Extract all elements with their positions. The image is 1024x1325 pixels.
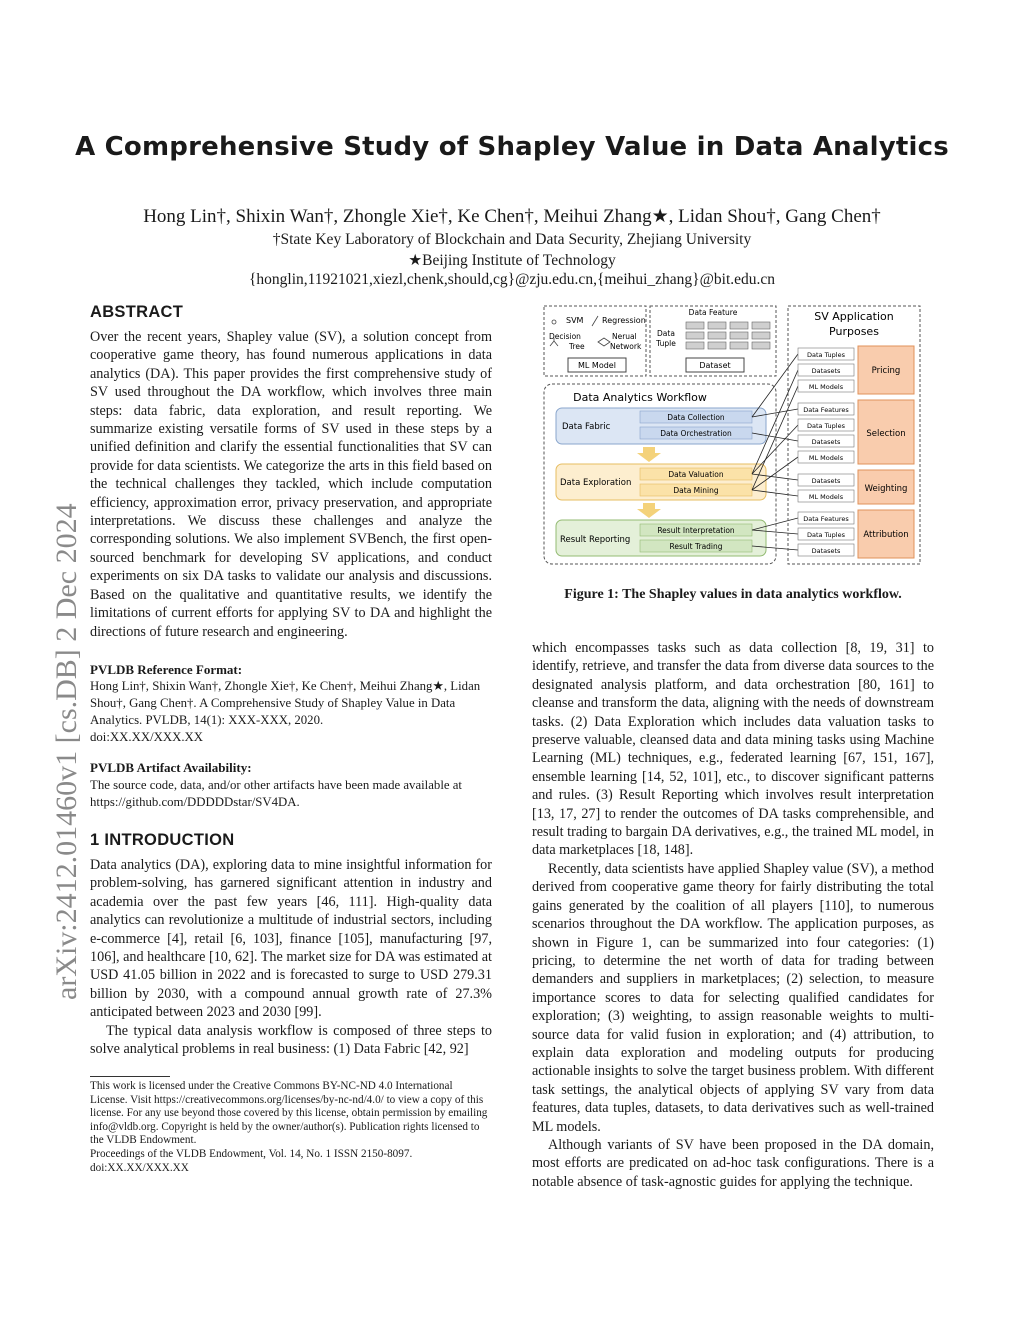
intro-paragraph-2: The typical data analysis workflow is composed of three steps to solve analytical problems in real business: (1) Data Fabric [42, 92] (90, 1022, 492, 1058)
artifact-text: The source code, data, and/or other artifacts have been made available at https://github.com/DDDDDstar/SV4DA. (90, 778, 462, 809)
data-feature-label: Data Feature (688, 308, 738, 317)
selection-object-label: Data Features (803, 406, 849, 414)
task-result-trading-label: Result Trading (669, 542, 723, 551)
intro-text (90, 856, 492, 1058)
weighting-object-label: ML Models (808, 493, 844, 501)
right-paragraph-2: Recently, data scientists have applied Shapley value (SV), a method derived from cooperative game theory for fairly distributing the total gains generated by the coalition of all players [110], to numerous scenarios throughout the DA workflow. The application purposes, as shown in Figure 1, can be summarized into four categories: (1) pricing, to determine the net worth of data for trading between demanders and suppliers in marketplaces; (2) selection, to measure importance scores to data for selecting qualified candidates for exploration; (3) weighting, to assign reasonable weights to multi-source data for valid fusion in exploration; and (4) attribution, to explain data exploration and modeling outputs for producing actionable insights to solve the target business problem. With different task settings, the analytical objects of applying SV vary from data features, data tuples, datasets, to data derivatives such as well-trained ML models. (532, 860, 934, 1135)
purpose-attribution-label: Attribution (863, 530, 909, 540)
pricing-object-label: Datasets (811, 367, 841, 375)
neural-network-label-1: Nerual (612, 332, 637, 341)
pricing-object-label: Data Tuples (806, 351, 846, 359)
intro-heading: 1 INTRODUCTION (90, 831, 235, 849)
dataset-label: Dataset (699, 361, 731, 370)
intro-paragraph-1: Data analytics (DA), exploring data to mine insightful information for problem-solving, has garnered significant attention in industry and academia over the past few years [46, 111]. High-quality data analytics can revolutionize a multitude of industrial sectors, including e-commerce [4], retail [6, 103], finance [105], manufacturing [97, 106], and healthcare [10, 62]. The market size for DA was estimated at USD 41.05 billion in 2022 and is forecasted to surge to USD 279.31 billion by 2030, with a compound annual growth rate of 27.3% anticipated between 2023 and 2030 [99]. (90, 857, 492, 1021)
right-column-text (532, 639, 934, 1191)
workflow-title: Data Analytics Workflow (573, 391, 707, 404)
affiliation-1: †State Key Laboratory of Blockchain and Data Security, Zhejiang University (272, 231, 752, 248)
reference-format-text: Hong Lin†, Shixin Wan†, Zhongle Xie†, Ke Chen†, Meihui Zhang★, Lidan Shou†, Gang Chen†. A Comprehensive Study of Shapley Value in Data Analytics. PVLDB, 14(1): XXX-XXX, 2020. (90, 679, 481, 727)
decision-tree-label-2: Tree (569, 342, 585, 351)
flow-arrow-1 (637, 447, 661, 462)
regression-icon (592, 316, 598, 326)
svm-icon (552, 320, 556, 324)
step-data-fabric-label: Data Fabric (562, 422, 611, 432)
license-note: This work is licensed under the Creative Commons BY-NC-ND 4.0 International License. Visit https://creativecommons.org/licenses/by-nc-nd/4.0/ to view a copy of this license. For any use beyond those covered by this license, obtain permission by emailing info@vldb.org. Copyright is held by the owner/author(s). Publication rights licensed to the VLDB Endowment. (90, 1080, 488, 1147)
task-result-interpretation-label: Result Interpretation (657, 526, 735, 535)
decision-tree-label-1: Decision (549, 332, 581, 341)
network-icon (598, 338, 610, 346)
right-paragraph-3: Although variants of SV have been proposed in the DA domain, most efforts are predicated on ad-hoc task configurations. There is a notable absence of task-agnostic guides for applying the technique. (532, 1136, 934, 1190)
right-paragraph-1: which encompasses tasks such as data collection [8, 19, 31] to identify, retrieve, and transfer the data from diverse data sources to the designated analysis platform, and data orchestration [80, 161] to cleanse and transform the data, aligning with the needs of downstream tasks. (2) Data Exploration which includes data valuation tasks to preserve valuable, cleansed data and data mining tasks using Machine Learning (ML) techniques, e.g., federated learning [67, 151, 167], ensemble learning [14, 52, 101], etc., to discover significant patterns and rules. (3) Result Reporting which involves result interpretation [13, 17, 27] to render the outcomes of DA tasks comprehensible, and result trading to bargain DA derivatives, e.g., the trained ML model, in data marketplaces [18, 148]. (532, 640, 934, 859)
attribution-object-label: Datasets (811, 547, 841, 555)
neural-network-label-2: Network (610, 342, 642, 351)
artifact-heading: PVLDB Artifact Availability: (90, 760, 252, 775)
svm-label: SVM (566, 316, 584, 325)
arxiv-id: arXiv:2412.01460v1 [cs.DB] 2 Dec 2024 (50, 503, 83, 1000)
footnote (90, 1080, 492, 1175)
selection-object-label: Data Tuples (806, 422, 846, 430)
attribution-object-label: Data Features (803, 515, 849, 523)
weighting-object-label: Datasets (811, 477, 841, 485)
task-data-collection-label: Data Collection (667, 413, 725, 422)
affiliation-2: ★Beijing Institute of Technology (408, 252, 616, 269)
purpose-weighting-label: Weighting (864, 484, 908, 494)
flow-arrow-2 (637, 503, 661, 518)
selection-object-label: ML Models (808, 454, 844, 462)
arxiv-sidebar (50, 503, 90, 1040)
reference-format (90, 678, 492, 746)
selection-object-label: Datasets (811, 438, 841, 446)
step-result-reporting-label: Result Reporting (560, 535, 631, 545)
abstract-text (90, 328, 492, 641)
purpose-selection-label: Selection (866, 429, 906, 439)
regression-label: Regression (602, 316, 646, 325)
data-grid-icon (686, 322, 770, 349)
data-tuple-label-1: Data (657, 329, 675, 338)
author-emails: {honglin,11921021,xiezl,chenk,should,cg}@zju.edu.cn,{meihui_zhang}@bit.edu.cn (248, 271, 776, 288)
purposes-title-1: SV Application (814, 310, 894, 323)
abstract-paragraph: Over the recent years, Shapley value (SV), a solution concept from cooperative game theory, has found numerous applications in data analytics (DA). This paper provides the first comprehensive study of SV used throughout the DA workflow, which involves three main steps: data fabric, data exploration, and result reporting. We summarize existing versatile forms of SV used in these steps by a unified definition and clarify the essential functionalities that SV can provide for data scientists. We categorize the arts in this field based on the technical challenges they tackled, which include computation efficiency, approximation error, privacy preservation, and appropriate interpretations. We discuss these challenges and analyze the corresponding solutions. We also implement SVBench, the first open-sourced benchmark for developing SV applications, and conduct experiments on six DA tasks to validate our analysis and discussions. Based on the qualitative and quantitative results, we identify the limitations of current efforts for applying SV to DA and highlight the directions of future research and engineering. (90, 329, 492, 640)
abstract-heading: ABSTRACT (90, 303, 184, 321)
pricing-object-label: ML Models (808, 383, 844, 391)
data-tuple-label-2: Tuple (656, 339, 676, 348)
footnote-rule (90, 1076, 170, 1077)
reference-doi: doi:XX.XX/XXX.XX (90, 730, 204, 744)
author-list: Hong Lin†, Shixin Wan†, Zhongle Xie†, Ke Chen†, Meihui Zhang★, Lidan Shou†, Gang Chen† (143, 206, 881, 227)
ml-model-label: ML Model (578, 361, 616, 370)
purposes-title-2: Purposes (829, 325, 879, 338)
figure-1 (540, 302, 924, 568)
footnote-doi: doi:XX.XX/XXX.XX (90, 1161, 189, 1174)
task-data-mining-label: Data Mining (673, 486, 719, 495)
paper-title: A Comprehensive Study of Shapley Value in Data Analytics (75, 132, 949, 162)
figure-caption: Figure 1: The Shapley values in data analytics workflow. (564, 587, 902, 602)
attribution-object-label: Data Tuples (806, 531, 846, 539)
step-data-exploration-label: Data Exploration (560, 478, 632, 488)
proceedings-note: Proceedings of the VLDB Endowment, Vol. 14, No. 1 ISSN 2150-8097. (90, 1147, 413, 1160)
task-data-orchestration-label: Data Orchestration (660, 429, 732, 438)
task-data-valuation-label: Data Valuation (668, 470, 724, 479)
reference-format-heading: PVLDB Reference Format: (90, 662, 243, 677)
purpose-pricing-label: Pricing (871, 366, 901, 376)
